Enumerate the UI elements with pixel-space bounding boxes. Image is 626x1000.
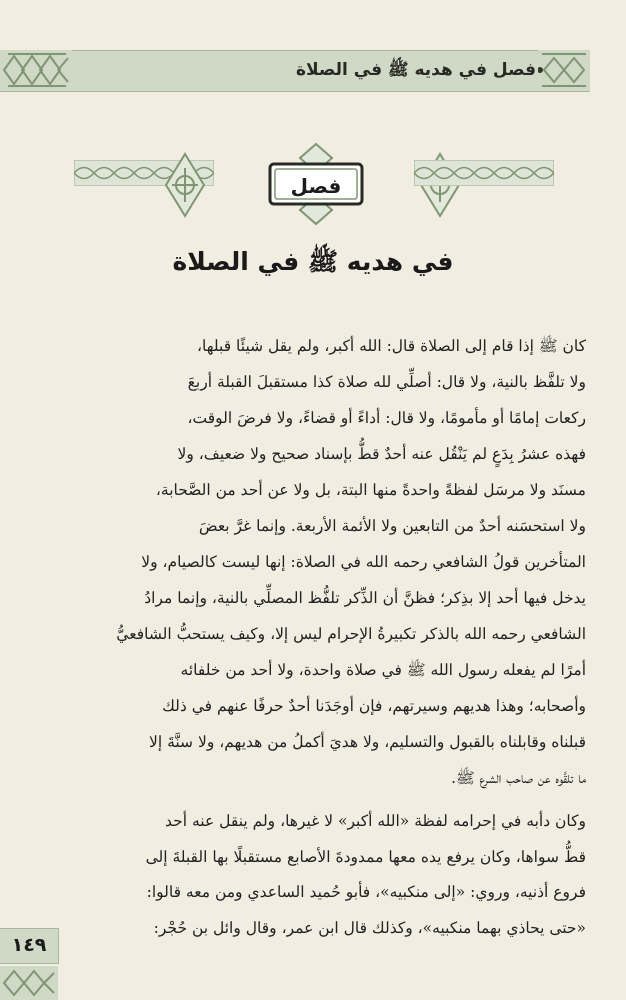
footer-ornament: [0, 966, 58, 1000]
text-line: يدخل فيها أحد إلا بذِكر؛ فظنَّ أن الذِّكر تلفُّظ المصلِّي بالنية، وإنما مرادُ: [144, 589, 586, 607]
running-header-title: فصل في هديه ﷺ في الصلاة: [295, 60, 536, 80]
text-line: كان ﷺ إذا قام إلى الصلاة قال: الله أكبر، ولم يقل شيئًا قبلها،: [197, 337, 586, 355]
header-ornament-right: [538, 46, 590, 94]
text-line: قبلناه وقابلناه بالقبول والتسليم، ولا هديَ أكملُ من هديهم، ولا سنَّةَ إلا: [149, 733, 586, 751]
text-line: ركعات إمامًا أو مأمومًا، ولا قال: أداءً أو قضاءً، ولا فرضَ الوقت،: [187, 409, 586, 427]
paragraph-2: [40, 804, 586, 946]
chapter-label: فصل: [290, 174, 342, 198]
text-line: ولا استحسَنه أحدٌ من التابعين ولا الأئمة الأربعة. وإنما غرَّ بعضَ: [198, 517, 586, 535]
text-line: ما تلقَّوه عن صاحب الشرع ﷺ.: [451, 769, 586, 787]
header-ornament-left: [0, 46, 72, 94]
text-line: «حتى يحاذي بهما منكبيه»، وكذلك قال ابن عمر، وقال وائل بن حُجْر:: [153, 918, 586, 937]
paragraph-1: [40, 328, 586, 796]
text-line: فروع أذنيه، وروي: «إلى منكبيه»، فأبو حُميد الساعدي ومن معه قالوا:: [146, 883, 586, 901]
text-line: وكان دأبه في إحرامه لفظة «الله أكبر» لا غيرها، ولم ينقل عنه أحد: [165, 812, 586, 830]
text-line: الشافعي رحمه الله بالذكر تكبيرةُ الإحرام ليس إلا، وكيف يستحبُّ الشافعيُّ: [116, 625, 586, 643]
text-line: قطُّ سواها، وكان يرفع يده معها ممدودةَ الأصابع مستقبلًا بها القبلةَ إلى: [145, 847, 586, 866]
text-line: ولا تلفَّظ بالنية، ولا قال: أصلِّي لله صلاة كذا مستقبلَ القبلة أربعَ: [187, 373, 586, 391]
text-line: المتأخرين قولُ الشافعي رحمه الله في الصلاة: إنها ليست كالصيام، ولا: [141, 553, 586, 571]
text-line: أمرًا لم يفعله رسول الله ﷺ في صلاة واحدة، ولا أحد من خلفائه: [180, 661, 586, 679]
text-line: وأصحابه؛ وهذا هديهم وسيرتهم، فإن أوجَدَنا أحدٌ حرفًا عنهم في ذلك: [162, 697, 586, 715]
text-line: مسنَد ولا مرسَل لفظةً واحدةً منها البتة، بل ولا عن أحد من الصَّحابة،: [155, 481, 586, 499]
plaque-medallion-left: [160, 150, 210, 220]
plaque-band-right: [414, 160, 554, 186]
text-line: فهذه عشرُ بِدَعٍ لم يَنْقُل عنه أحدٌ قطُّ بإسناد صحيح ولا ضعيف، ولا: [177, 445, 586, 463]
page-number: ١٤٩: [11, 934, 47, 956]
chapter-heading: في هديه ﷺ في الصلاة: [172, 247, 454, 276]
